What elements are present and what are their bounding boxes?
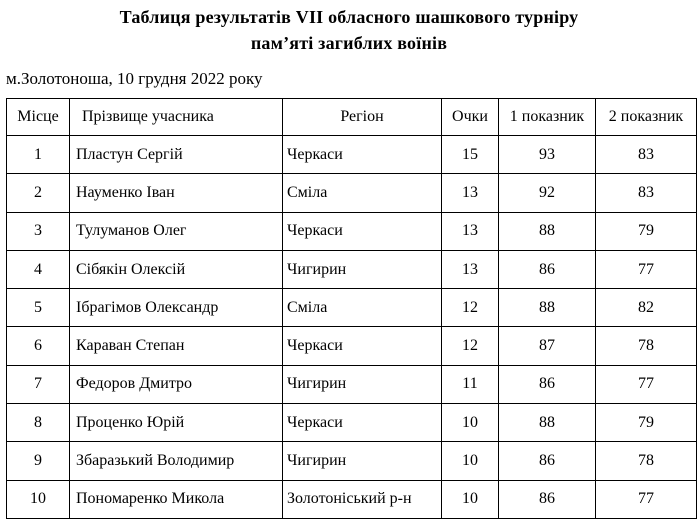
name-cell: Пономаренко Микола (70, 480, 283, 518)
document-title-line2: пам’яті загиблих воїнів (250, 33, 448, 53)
place-cell: 5 (7, 289, 70, 327)
name-cell: Федоров Дмитро (70, 365, 283, 403)
score2-cell: 83 (596, 174, 697, 212)
place-cell: 2 (7, 174, 70, 212)
header-region: Регіон (283, 99, 442, 136)
score2-cell: 78 (596, 442, 697, 480)
results-table (6, 98, 697, 519)
region-cell: Чигирин (283, 250, 442, 288)
score1-cell: 86 (499, 442, 596, 480)
points-cell: 12 (442, 289, 499, 327)
table-row (7, 250, 697, 288)
score2-cell: 77 (596, 480, 697, 518)
document-title: Таблиця результатів VII обласного шашкового турніру (119, 7, 579, 27)
score2-cell: 79 (596, 404, 697, 442)
place-cell: 10 (7, 480, 70, 518)
header-place: Місце (7, 99, 70, 136)
place-cell: 9 (7, 442, 70, 480)
table-row (7, 480, 697, 518)
region-cell: Черкаси (283, 212, 442, 250)
score2-cell: 83 (596, 136, 697, 174)
score2-cell: 77 (596, 250, 697, 288)
header-score1: 1 показник (499, 99, 596, 136)
region-cell: Чигирин (283, 442, 442, 480)
points-cell: 11 (442, 365, 499, 403)
score1-cell: 87 (499, 327, 596, 365)
name-cell: Тулуманов Олег (70, 212, 283, 250)
table-row (7, 174, 697, 212)
score1-cell: 86 (499, 250, 596, 288)
region-cell: Чигирин (283, 365, 442, 403)
score1-cell: 86 (499, 365, 596, 403)
score1-cell: 86 (499, 480, 596, 518)
score1-cell: 92 (499, 174, 596, 212)
points-cell: 10 (442, 480, 499, 518)
points-cell: 13 (442, 250, 499, 288)
score2-cell: 82 (596, 289, 697, 327)
location-date: м.Золотоноша, 10 грудня 2022 року (6, 69, 263, 88)
place-cell: 1 (7, 136, 70, 174)
region-cell: Сміла (283, 174, 442, 212)
header-name: Прізвище учасника (70, 99, 283, 136)
score1-cell: 88 (499, 289, 596, 327)
region-cell: Сміла (283, 289, 442, 327)
name-cell: Ібрагімов Олександр (70, 289, 283, 327)
header-points: Очки (442, 99, 499, 136)
points-cell: 13 (442, 174, 499, 212)
region-cell: Золотоніський р-н (283, 480, 442, 518)
place-cell: 3 (7, 212, 70, 250)
table-row (7, 327, 697, 365)
place-cell: 4 (7, 250, 70, 288)
place-cell: 8 (7, 404, 70, 442)
name-cell: Збаразький Володимир (70, 442, 283, 480)
table-row (7, 136, 697, 174)
place-cell: 7 (7, 365, 70, 403)
table-header-row (7, 99, 697, 136)
table-row (7, 289, 697, 327)
name-cell: Караван Степан (70, 327, 283, 365)
header-score2: 2 показник (596, 99, 697, 136)
place-cell: 6 (7, 327, 70, 365)
name-cell: Проценко Юрій (70, 404, 283, 442)
score2-cell: 77 (596, 365, 697, 403)
name-cell: Науменко Іван (70, 174, 283, 212)
table-row (7, 212, 697, 250)
table-row (7, 404, 697, 442)
name-cell: Сібякін Олексій (70, 250, 283, 288)
points-cell: 15 (442, 136, 499, 174)
region-cell: Черкаси (283, 404, 442, 442)
score1-cell: 93 (499, 136, 596, 174)
points-cell: 13 (442, 212, 499, 250)
region-cell: Черкаси (283, 136, 442, 174)
points-cell: 10 (442, 442, 499, 480)
score1-cell: 88 (499, 212, 596, 250)
table-row (7, 365, 697, 403)
score1-cell: 88 (499, 404, 596, 442)
name-cell: Пластун Сергій (70, 136, 283, 174)
score2-cell: 79 (596, 212, 697, 250)
points-cell: 10 (442, 404, 499, 442)
table-row (7, 442, 697, 480)
score2-cell: 78 (596, 327, 697, 365)
points-cell: 12 (442, 327, 499, 365)
region-cell: Черкаси (283, 327, 442, 365)
